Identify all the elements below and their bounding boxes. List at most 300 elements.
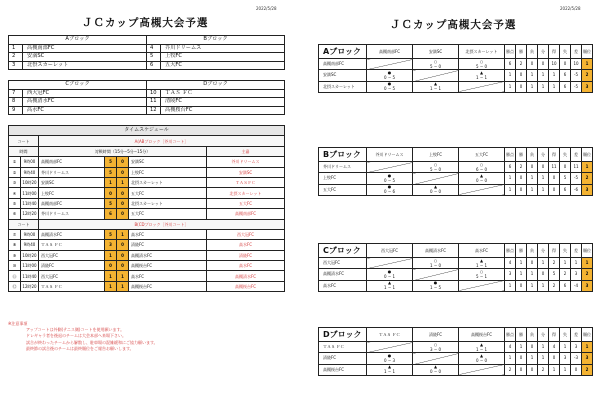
column-team-name: 安満SC bbox=[413, 45, 459, 59]
match-result-cell bbox=[413, 184, 459, 195]
schedule-row bbox=[9, 250, 285, 260]
referee-team: 北摂スカーレット bbox=[207, 188, 285, 198]
stat-cell: 1 bbox=[516, 258, 527, 269]
notes-list bbox=[8, 327, 288, 352]
home-score: 3 bbox=[105, 240, 117, 250]
away-score: 0 bbox=[117, 240, 129, 250]
stat-cell: 1 bbox=[527, 280, 538, 291]
result-mark: ▲ bbox=[387, 280, 392, 286]
block-team-row bbox=[319, 81, 593, 92]
referee-team: 安満SC bbox=[207, 167, 285, 177]
stat-cell: 6 bbox=[560, 280, 571, 291]
result-mark: ○ bbox=[433, 161, 438, 167]
score-dash: − bbox=[478, 177, 485, 183]
score-dash: − bbox=[432, 262, 439, 268]
stat-cell: 0 bbox=[549, 353, 560, 364]
result-mark: ● bbox=[387, 268, 392, 274]
block-c-header: Cブロック bbox=[9, 81, 147, 90]
stat-header: 得 bbox=[549, 244, 560, 258]
stat-header: 順位 bbox=[582, 244, 593, 258]
score-dash: − bbox=[386, 86, 393, 92]
row-team-name: 高槻桜台FC bbox=[319, 364, 367, 375]
self-match-cell bbox=[413, 173, 459, 184]
stat-header: 分 bbox=[538, 328, 549, 342]
match-result-cell bbox=[459, 162, 505, 173]
score-against: 0 bbox=[438, 346, 441, 352]
away-team: 高水FC bbox=[129, 229, 207, 239]
schedule-row bbox=[9, 261, 285, 271]
result-mark: ○ bbox=[433, 58, 438, 64]
score-for: 0 bbox=[384, 357, 387, 363]
match-result-cell bbox=[367, 70, 413, 81]
block-header-row bbox=[319, 45, 593, 59]
away-team: 上牧FC bbox=[129, 167, 207, 177]
stat-cell: 2 bbox=[549, 280, 560, 291]
score-against: 0 bbox=[484, 63, 487, 69]
note-item: 試合が終わったチームから解散し、駐車場の混雑緩和にご協力願います。 bbox=[26, 339, 158, 345]
stat-cell: 4 bbox=[505, 342, 516, 353]
result-mark: ○ bbox=[479, 161, 484, 167]
result-mark: ▲ bbox=[479, 257, 484, 263]
match-result-cell bbox=[413, 364, 459, 375]
score-line bbox=[367, 274, 412, 279]
stat-cell: 0 bbox=[549, 173, 560, 184]
match-result-cell bbox=[367, 353, 413, 364]
stat-cell: 4 bbox=[505, 258, 516, 269]
schedule-row bbox=[9, 229, 285, 239]
rank-cell: 1 bbox=[582, 59, 593, 70]
stat-header: 分 bbox=[538, 148, 549, 162]
home-score: 5 bbox=[105, 229, 117, 239]
score-for: 5 bbox=[430, 63, 433, 69]
stat-cell: 1 bbox=[549, 364, 560, 375]
match-result-cell bbox=[367, 184, 413, 195]
stat-cell: 10 bbox=[549, 59, 560, 70]
match-number: ⑨ bbox=[9, 250, 21, 260]
court-label-b: コート bbox=[9, 219, 39, 229]
stat-cell: 1 bbox=[505, 353, 516, 364]
match-result-cell bbox=[413, 342, 459, 353]
result-mark: ▲ bbox=[433, 364, 438, 370]
stat-cell: 1 bbox=[538, 353, 549, 364]
court-a-label: A(ABブロック［芥川コート］ bbox=[39, 136, 285, 146]
stat-cell: 1 bbox=[571, 258, 582, 269]
stat-cell: 1 bbox=[549, 81, 560, 92]
score-for: 1 bbox=[430, 262, 433, 268]
score-line bbox=[367, 86, 412, 91]
away-team: 五大FC bbox=[129, 209, 207, 219]
team-name: 高槻桜台FC bbox=[161, 106, 285, 115]
note-item: ドレギャラ者を後退のチームは大会本部へ来場下さい。 bbox=[26, 333, 126, 339]
stat-cell: 1 bbox=[538, 184, 549, 195]
match-result-cell bbox=[459, 342, 505, 353]
score-against: 1 bbox=[438, 86, 441, 92]
stat-cell: 2 bbox=[505, 364, 516, 375]
score-for: 1 bbox=[430, 86, 433, 92]
schedule-row bbox=[9, 167, 285, 177]
block-header-row bbox=[319, 148, 593, 162]
stat-cell: -3 bbox=[571, 353, 582, 364]
stat-cell: 0 bbox=[516, 173, 527, 184]
score-against: 6 bbox=[392, 189, 395, 195]
match-number: ③ bbox=[9, 177, 21, 187]
match-time: 9時00 bbox=[21, 229, 39, 239]
score-for: 0 bbox=[384, 74, 387, 80]
result-mark: ● bbox=[387, 69, 392, 75]
score-line bbox=[459, 263, 504, 268]
block-team-row bbox=[319, 364, 593, 375]
stat-cell: 2 bbox=[560, 269, 571, 280]
time-header: 時間 bbox=[9, 146, 39, 156]
team-name: 高槻清水FC bbox=[23, 98, 147, 107]
score-for: 5 bbox=[476, 273, 479, 279]
score-dash: − bbox=[386, 273, 393, 279]
self-match-cell bbox=[459, 364, 505, 375]
row-team-name: 北摂スカーレット bbox=[319, 81, 367, 92]
score-dash: − bbox=[432, 86, 439, 92]
stat-cell: 11 bbox=[571, 162, 582, 173]
away-team: 清陵FC bbox=[129, 240, 207, 250]
score-dash: − bbox=[386, 177, 393, 183]
home-team: 上牧FC bbox=[39, 188, 105, 198]
score-against: 1 bbox=[392, 369, 395, 375]
result-mark: ○ bbox=[433, 341, 438, 347]
stat-cell: -5 bbox=[571, 81, 582, 92]
notes-heading: ※注意事項 bbox=[8, 321, 28, 326]
schedule-title: タイムスケジュール bbox=[9, 126, 285, 136]
column-team-name: 高槻清水FC bbox=[413, 244, 459, 258]
stat-cell: 1 bbox=[516, 269, 527, 280]
stat-cell: 0 bbox=[516, 353, 527, 364]
score-line bbox=[413, 263, 458, 268]
score-line bbox=[367, 75, 412, 80]
score-for: 1 bbox=[476, 262, 479, 268]
stat-cell: 3 bbox=[560, 353, 571, 364]
team-number: 2 bbox=[9, 53, 23, 62]
away-score: 1 bbox=[117, 229, 129, 239]
self-match-cell bbox=[459, 280, 505, 291]
schedule-row bbox=[9, 198, 285, 208]
block-table bbox=[318, 327, 593, 376]
away-score: 0 bbox=[117, 250, 129, 260]
score-line bbox=[459, 178, 504, 183]
score-dash: − bbox=[432, 189, 439, 195]
stat-header: 負 bbox=[527, 45, 538, 59]
stat-cell: 1 bbox=[505, 70, 516, 81]
match-result-cell bbox=[367, 173, 413, 184]
score-against: 1 bbox=[392, 273, 395, 279]
score-for: 1 bbox=[476, 74, 479, 80]
result-mark: ▲ bbox=[479, 172, 484, 178]
team-name: 五大FC bbox=[161, 61, 285, 70]
result-mark: ▲ bbox=[433, 81, 438, 87]
score-line bbox=[367, 178, 412, 183]
home-score: 1 bbox=[105, 281, 117, 291]
away-team: 安満SC bbox=[129, 157, 207, 167]
stat-header: 失 bbox=[560, 45, 571, 59]
match-result-cell bbox=[413, 258, 459, 269]
score-against: 0 bbox=[438, 63, 441, 69]
score-against: 0 bbox=[438, 369, 441, 375]
note-item: 最終節の試合後のチームは最終順位をご報告お願いします。 bbox=[26, 345, 134, 351]
away-score: 0 bbox=[117, 188, 129, 198]
result-mark: ▲ bbox=[387, 364, 392, 370]
match-result-cell bbox=[413, 59, 459, 70]
stat-header: 失 bbox=[560, 244, 571, 258]
stat-cell: 1 bbox=[505, 173, 516, 184]
schedule-row bbox=[9, 281, 285, 291]
stat-cell: 1 bbox=[538, 173, 549, 184]
team-number: 12 bbox=[147, 106, 161, 115]
result-mark: ○ bbox=[479, 58, 484, 64]
row-team-name: 高水FC bbox=[319, 280, 367, 291]
team-number: 4 bbox=[147, 44, 161, 53]
groups-ab-table bbox=[8, 35, 285, 70]
home-score: 1 bbox=[105, 250, 117, 260]
result-mark: ● bbox=[387, 352, 392, 358]
schedule-row bbox=[9, 157, 285, 167]
score-for: 0 bbox=[384, 273, 387, 279]
row-team-name: 高槻清水FC bbox=[319, 269, 367, 280]
schedule-header-row bbox=[9, 146, 285, 156]
court-b-row bbox=[9, 219, 285, 229]
stat-cell: 1 bbox=[549, 70, 560, 81]
stat-cell: 0 bbox=[538, 162, 549, 173]
stat-header: 負 bbox=[527, 328, 538, 342]
score-for: 0 bbox=[384, 189, 387, 195]
stat-header: 差 bbox=[571, 148, 582, 162]
result-mark: ● bbox=[387, 81, 392, 87]
score-against: 1 bbox=[484, 262, 487, 268]
result-mark: ○ bbox=[433, 257, 438, 263]
stat-cell: -4 bbox=[571, 280, 582, 291]
team-name: 清陵FC bbox=[161, 98, 285, 107]
score-for: 6 bbox=[476, 166, 479, 172]
result-mark: ○ bbox=[479, 268, 484, 274]
schedule-row bbox=[9, 240, 285, 250]
left-date: 2022/5/28 bbox=[256, 6, 277, 11]
stat-header: 差 bbox=[571, 45, 582, 59]
home-team: 清陵FC bbox=[39, 261, 105, 271]
team-number: 3 bbox=[9, 61, 23, 70]
match-time: 11時00 bbox=[21, 261, 39, 271]
score-against: 1 bbox=[484, 346, 487, 352]
block-d-header: Dブロック bbox=[147, 81, 285, 90]
group-row bbox=[9, 44, 285, 53]
referee-team: 高水FC bbox=[207, 261, 285, 271]
score-against: 5 bbox=[392, 74, 395, 80]
stat-header: 順位 bbox=[582, 45, 593, 59]
stat-header: 勝点 bbox=[505, 148, 516, 162]
referee-team: 高槻南部FC bbox=[207, 209, 285, 219]
stat-cell: 3 bbox=[505, 269, 516, 280]
match-time: 9時40 bbox=[21, 167, 39, 177]
column-team-name: 高槻桜台FC bbox=[459, 328, 505, 342]
match-time: 9時00 bbox=[21, 157, 39, 167]
stat-header: 負 bbox=[527, 244, 538, 258]
match-result-cell bbox=[459, 173, 505, 184]
match-number: ② bbox=[9, 167, 21, 177]
stat-cell: 1 bbox=[560, 258, 571, 269]
match-number: ⑦ bbox=[9, 229, 21, 239]
stat-cell: 6 bbox=[560, 184, 571, 195]
home-team: 西大冠FC bbox=[39, 250, 105, 260]
team-number: 5 bbox=[147, 53, 161, 62]
rank-cell: 2 bbox=[582, 173, 593, 184]
column-team-name: 上牧FC bbox=[413, 148, 459, 162]
match-time: 12時20 bbox=[21, 209, 39, 219]
stat-cell: 10 bbox=[571, 59, 582, 70]
match-number: ⑤ bbox=[9, 198, 21, 208]
score-line bbox=[459, 75, 504, 80]
team-number: 10 bbox=[147, 89, 161, 98]
row-team-name: 清陵FC bbox=[319, 353, 367, 364]
score-dash: − bbox=[386, 357, 393, 363]
referee-team: 高槻桜台FC bbox=[207, 281, 285, 291]
block-table bbox=[318, 243, 593, 292]
away-team: 高槻桜台FC bbox=[129, 261, 207, 271]
stat-cell: 2 bbox=[549, 258, 560, 269]
stat-cell: 0 bbox=[538, 269, 549, 280]
stat-cell: 1 bbox=[538, 258, 549, 269]
result-mark: ● bbox=[387, 184, 392, 190]
group-row bbox=[9, 106, 285, 115]
court-label: コート bbox=[9, 136, 39, 146]
stat-cell: 1 bbox=[505, 280, 516, 291]
stat-header: 負 bbox=[527, 148, 538, 162]
score-dash: − bbox=[386, 285, 393, 291]
stat-cell: 0 bbox=[527, 59, 538, 70]
team-name: 西大冠FC bbox=[23, 89, 147, 98]
home-score: 5 bbox=[105, 157, 117, 167]
stat-header: 勝 bbox=[516, 148, 527, 162]
score-for: 1 bbox=[476, 346, 479, 352]
stat-cell: 3 bbox=[571, 269, 582, 280]
group-row bbox=[9, 53, 285, 62]
rank-cell: 2 bbox=[582, 269, 593, 280]
referee-team: 五大FC bbox=[207, 198, 285, 208]
score-dash: − bbox=[432, 166, 439, 172]
stat-cell: 1 bbox=[538, 70, 549, 81]
score-dash: − bbox=[478, 262, 485, 268]
rank-cell: 1 bbox=[582, 342, 593, 353]
score-line bbox=[413, 86, 458, 91]
score-for: 0 bbox=[476, 357, 479, 363]
stat-cell: 1 bbox=[516, 342, 527, 353]
column-team-name: 西大冠FC bbox=[367, 244, 413, 258]
block-team-row bbox=[319, 258, 593, 269]
away-team: 北摂スカーレット bbox=[129, 198, 207, 208]
rank-cell: 1 bbox=[582, 162, 593, 173]
block-header-row bbox=[319, 328, 593, 342]
match-result-cell bbox=[459, 59, 505, 70]
block-header-row bbox=[319, 244, 593, 258]
score-dash: − bbox=[386, 369, 393, 375]
away-score: 1 bbox=[117, 271, 129, 281]
score-against: 0 bbox=[484, 166, 487, 172]
stat-cell: -5 bbox=[571, 70, 582, 81]
score-against: 1 bbox=[392, 285, 395, 291]
score-for: 0 bbox=[384, 177, 387, 183]
right-page-title: ＪＣカップ高槻大会予選 bbox=[390, 19, 517, 31]
stat-cell: 4 bbox=[549, 342, 560, 353]
stat-cell: 0 bbox=[571, 364, 582, 375]
column-team-name: 五大FC bbox=[459, 148, 505, 162]
team-number: 8 bbox=[9, 98, 23, 107]
court-a-row bbox=[9, 136, 285, 146]
away-score: 0 bbox=[117, 167, 129, 177]
stat-cell: 1 bbox=[527, 353, 538, 364]
stat-cell: 0 bbox=[560, 59, 571, 70]
stat-cell: 1 bbox=[505, 81, 516, 92]
score-dash: − bbox=[478, 346, 485, 352]
result-mark: ▲ bbox=[479, 341, 484, 347]
stat-cell: 1 bbox=[527, 173, 538, 184]
self-match-cell bbox=[413, 269, 459, 280]
stat-cell: 6 bbox=[560, 70, 571, 81]
score-line bbox=[459, 167, 504, 172]
away-score: 1 bbox=[117, 281, 129, 291]
stat-cell: 1 bbox=[505, 184, 516, 195]
away-team: 五大FC bbox=[129, 188, 207, 198]
court-b-label: B(CDブロック［芥川コート］ bbox=[39, 219, 285, 229]
schedule-title-row bbox=[9, 126, 285, 136]
stat-cell: 5 bbox=[549, 269, 560, 280]
score-against: 0 bbox=[438, 262, 441, 268]
match-time: 11時40 bbox=[21, 198, 39, 208]
score-line bbox=[413, 347, 458, 352]
stat-header: 差 bbox=[571, 244, 582, 258]
stat-header: 分 bbox=[538, 45, 549, 59]
block-name: Cブロック bbox=[319, 244, 367, 258]
stat-cell: 0 bbox=[549, 184, 560, 195]
team-number: 6 bbox=[147, 61, 161, 70]
match-time: 10時20 bbox=[21, 250, 39, 260]
result-mark: ▲ bbox=[479, 69, 484, 75]
row-team-name: 上牧FC bbox=[319, 173, 367, 184]
left-page-title: ＪＣカップ高槻大会予選 bbox=[82, 17, 209, 29]
match-number: ⑪ bbox=[9, 271, 21, 281]
block-team-row bbox=[319, 280, 593, 291]
stat-cell: -5 bbox=[571, 173, 582, 184]
match-time: 12時20 bbox=[21, 281, 39, 291]
match-number: ⑫ bbox=[9, 281, 21, 291]
stat-cell: 1 bbox=[560, 342, 571, 353]
group-row bbox=[9, 61, 285, 70]
stat-cell: 0 bbox=[516, 70, 527, 81]
away-score: 0 bbox=[117, 198, 129, 208]
rank-cell: 3 bbox=[582, 280, 593, 291]
away-team: 高水FC bbox=[129, 271, 207, 281]
score-line bbox=[413, 189, 458, 194]
rank-cell: 2 bbox=[582, 364, 593, 375]
match-result-cell bbox=[459, 70, 505, 81]
stat-cell: 1 bbox=[538, 280, 549, 291]
score-line bbox=[459, 64, 504, 69]
match-number: ⑩ bbox=[9, 261, 21, 271]
block-table bbox=[318, 147, 593, 196]
right-date: 2022/5/28 bbox=[560, 6, 581, 11]
match-result-cell bbox=[459, 353, 505, 364]
team-number: 11 bbox=[147, 98, 161, 107]
stat-cell: 1 bbox=[527, 269, 538, 280]
team-name: 芥川ドリームス bbox=[161, 44, 285, 53]
stat-cell: 11 bbox=[549, 162, 560, 173]
stat-header: 失 bbox=[560, 328, 571, 342]
schedule-table bbox=[8, 125, 285, 292]
team-number: 1 bbox=[9, 44, 23, 53]
score-line bbox=[413, 369, 458, 374]
